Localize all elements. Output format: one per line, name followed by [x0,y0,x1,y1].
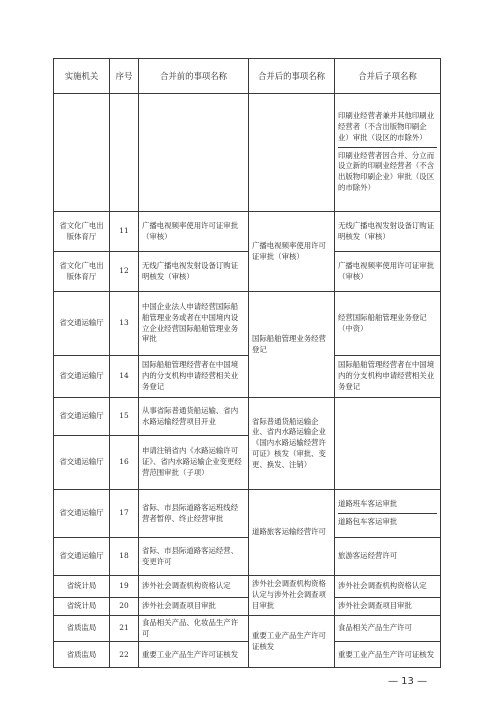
table-row [54,490,441,538]
subitem-text: 印刷业经营者兼并其他印刷业经营者（不含出版物印刷企业）审批（设区的市除外） [338,111,435,142]
subitem-text: 道路班车客运审批 [338,499,398,509]
subitem-cell [335,490,441,538]
seq-cell: 15 [110,398,139,436]
subitem-cell: 经营国际船舶管理业务登记（中资） [335,292,441,356]
subitem-cell [335,398,441,490]
header-subitem: 合并后子项名称 [335,59,441,94]
seq-cell: 16 [110,436,139,490]
subitem-cell: 重要工业产品生产许可证核发 [335,642,441,668]
before-cell: 无线广播电视发射设备订购证明核发（审核） [139,252,249,292]
seq-cell: 12 [110,252,139,292]
subitem-text: 道路包车客运审批 [338,513,437,531]
seq-cell: 19 [110,576,139,598]
header-agency: 实施机关 [54,59,110,94]
before-cell: 国际船舶管理经营者在中国境内的分支机构申请经营相关业务登记 [139,356,249,398]
table-row [54,292,441,356]
agency-cell: 省质监局 [54,642,110,668]
header-before: 合并前的事项名称 [139,59,249,94]
subitem-cell [335,94,441,212]
table-row [54,356,441,398]
agency-cell: 省质监局 [54,616,110,642]
agency-cell: 省交通运输厅 [54,292,110,356]
page-number: — 13 — [388,676,428,687]
before-cell: 食品相关产品、化妆品生产许可 [139,616,249,642]
before-cell: 广播电视频率使用许可证审批（审核） [139,212,249,252]
seq-cell: 17 [110,490,139,538]
agency-cell: 省文化广电出版体育厅 [54,252,110,292]
table-row [54,398,441,436]
subitem-cell: 国际船舶管理经营者在中国境内的分支机构申请经营相关业务登记 [335,356,441,398]
before-cell: 中国企业法人申请经营国际船舶管理业务或者在中国境内设立企业经营国际船舶管理业务审批 [139,292,249,356]
header-row [54,59,441,94]
before-cell: 省际、市县际道路客运班线经营者暂停、终止经营审批 [139,490,249,538]
after-cell: 涉外社会调查机构资格认定与涉外社会调查项目审批 [249,576,335,616]
seq-cell: 20 [110,598,139,616]
seq-cell: 18 [110,538,139,576]
before-cell: 重要工业产品生产许可证核发 [139,642,249,668]
table-row [54,642,441,668]
before-cell: 涉外社会调查项目审批 [139,598,249,616]
table-row [54,538,441,576]
table-row [54,212,441,252]
subitem-cell: 涉外社会调查项目审批 [335,598,441,616]
agency-cell: 省交通运输厅 [54,356,110,398]
seq-cell: 11 [110,212,139,252]
agency-cell: 省交通运输厅 [54,490,110,538]
after-cell: 省际普通货船运输企业、省内水路运输企业《国内水路运输经营许可证》核发（审批、变更、换发、注销） [249,398,335,490]
subitem-cell: 食品相关产品生产许可 [335,616,441,642]
before-cell: 涉外社会调查机构资格认定 [139,576,249,598]
header-after: 合并后的事项名称 [249,59,335,94]
seq-cell: 14 [110,356,139,398]
agency-cell: 省交通运输厅 [54,436,110,490]
after-cell: 广播电视频率使用许可证审批（审核） [249,212,335,292]
after-cell: 重要工业产品生产许可证核发 [249,616,335,668]
agency-cell: 省文化广电出版体育厅 [54,212,110,252]
agency-cell: 省统计局 [54,598,110,616]
seq-cell: 22 [110,642,139,668]
subitem-cell: 无线广播电视发射设备订购证明核发（审核） [335,212,441,252]
subitem-text: 印刷业经营者因合并、分立而设立新的印刷业经营者（不含出版物印刷企业）审批（设区的市除外） [338,147,437,197]
seq-cell: 21 [110,616,139,642]
subitem-cell: 广播电视频率使用许可证审批（审核） [335,252,441,292]
table-row [54,616,441,642]
before-cell: 从事省际普通货船运输、省内水路运输经营项目开业 [139,398,249,436]
consolidation-table [53,58,441,668]
seq-cell: 13 [110,292,139,356]
before-cell: 省际、市县际道路客运经营、变更许可 [139,538,249,576]
table-row [54,252,441,292]
table-row [54,576,441,598]
table-row [54,598,441,616]
after-cell: 道路旅客运输经营许可 [249,490,335,576]
before-cell: 申请注销省内《水路运输许可证》、省内水路运输企业变更经营范围审批（子项） [139,436,249,490]
agency-cell: 省交通运输厅 [54,398,110,436]
header-seq: 序号 [110,59,139,94]
agency-cell: 省统计局 [54,576,110,598]
subitem-cell: 旅游客运经营许可 [335,538,441,576]
table-row [54,94,441,212]
subitem-cell: 涉外社会调查机构资格认定 [335,576,441,598]
agency-cell: 省交通运输厅 [54,538,110,576]
after-cell: 国际船舶管理业务经营登记 [249,292,335,398]
